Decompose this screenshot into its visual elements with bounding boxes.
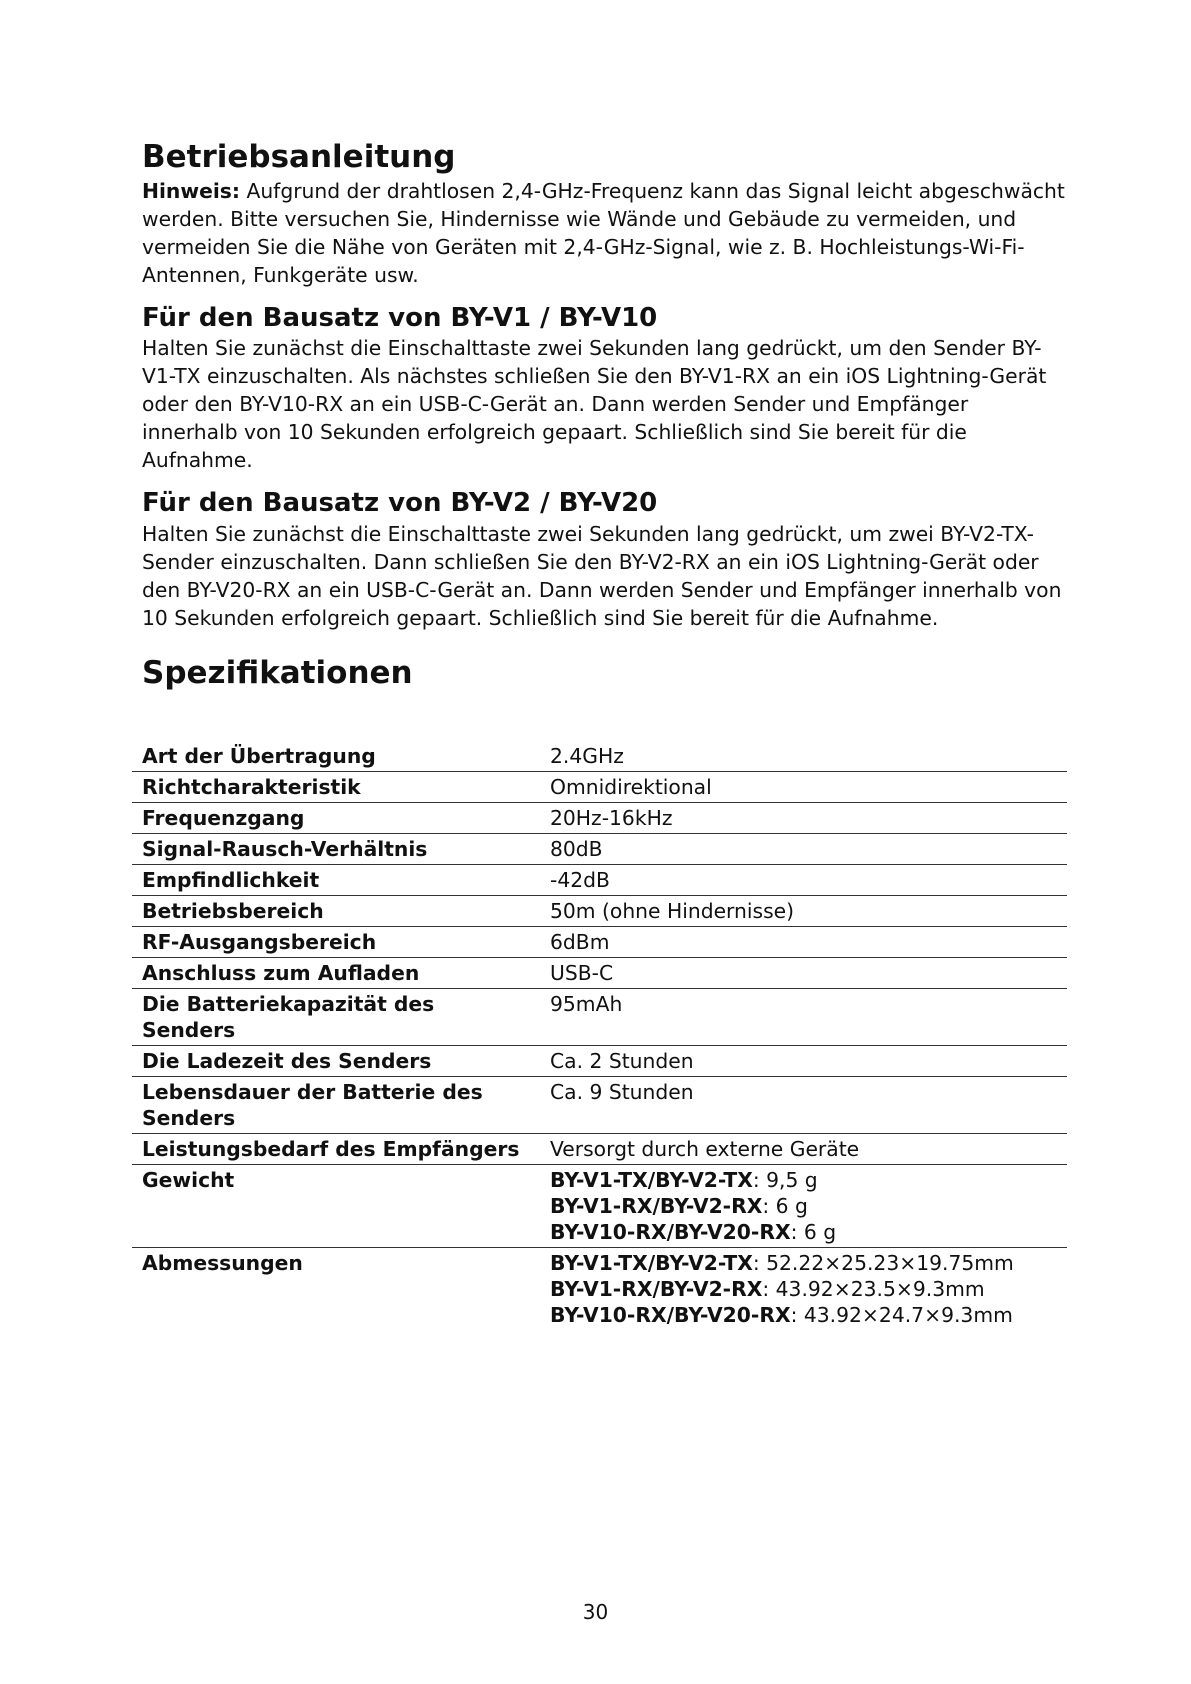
table-row [132, 771, 1067, 802]
specs-table [132, 741, 1067, 1330]
spec-value-weight [540, 1164, 1067, 1247]
spec-label: Richtcharakteristik [132, 771, 540, 802]
dimension-value: : 43.92×23.5×9.3mm [762, 1276, 985, 1301]
table-row [132, 988, 1067, 1045]
weight-value: : 6 g [762, 1193, 808, 1218]
dimension-line [550, 1276, 1057, 1302]
table-row [132, 957, 1067, 988]
spec-value: USB-C [540, 957, 1067, 988]
spec-label: Lebensdauer der Batterie des Senders [132, 1076, 540, 1133]
table-row-weight [132, 1164, 1067, 1247]
page-number: 30 [582, 1600, 609, 1624]
spec-label: Abmessungen [142, 1250, 303, 1275]
dimension-line [550, 1302, 1057, 1328]
weight-value: : 9,5 g [752, 1167, 818, 1192]
model-name: BY-V10-RX/BY-V20-RX [550, 1302, 791, 1327]
dimension-value: : 52.22×25.23×19.75mm [752, 1250, 1014, 1275]
table-row [132, 1076, 1067, 1133]
spec-value: Versorgt durch externe Geräte [540, 1133, 1067, 1164]
model-name: BY-V1-TX/BY-V2-TX [550, 1250, 753, 1275]
kit-v2-text: Halten Sie zunächst die Einschalttaste zwei Sekunden lang gedrückt, um zwei BY-V2-TX-Sender einzuschalten. Dann schließen Sie den BY-V2-RX an ein iOS Lightning-Gerät oder den BY-V20-RX an ein USB-C-Gerät an. Dann werden Sender und Empfänger innerhalb von 10 Sekunden erfolgreich gepaart. Schließlich sind Sie bereit für die Aufnahme. [142, 521, 1062, 630]
spec-label: Betriebsbereich [132, 895, 540, 926]
spec-label: Signal-Rausch-Verhältnis [132, 833, 540, 864]
spec-value: -42dB [540, 864, 1067, 895]
spec-value: 6dBm [540, 926, 1067, 957]
note-label: Hinweis: [142, 178, 240, 203]
spec-value: 95mAh [540, 988, 1067, 1045]
model-name: BY-V1-RX/BY-V2-RX [550, 1276, 763, 1301]
spec-value-dimensions [540, 1247, 1067, 1330]
weight-line [550, 1193, 1057, 1219]
kit-v1-text: Halten Sie zunächst die Einschalttaste zwei Sekunden lang gedrückt, um den Sender BY-V1-TX einzuschalten. Als nächstes schließen Sie den BY-V1-RX an ein iOS Lightning-Gerät oder den BY-V10-RX an ein USB-C-Gerät an. Dann werden Sender und Empfänger innerhalb von 10 Sekunden erfolgreich gepaart. Schließlich sind Sie bereit für die Aufnahme. [142, 336, 1047, 473]
spec-value: Ca. 9 Stunden [540, 1076, 1067, 1133]
weight-value: : 6 g [790, 1219, 837, 1244]
spec-label: Anschluss zum Aufladen [132, 957, 540, 988]
spec-value: 80dB [540, 833, 1067, 864]
manual-page [142, 138, 1067, 1330]
table-row [132, 895, 1067, 926]
spec-label: Gewicht [132, 1164, 540, 1247]
table-row [132, 741, 1067, 772]
spec-value: 2.4GHz [540, 741, 1067, 772]
specs-title: Spezifikationen [142, 654, 413, 691]
kit-v2-title: Für den Bausatz von BY-V2 / BY-V20 [142, 488, 658, 519]
operation-title: Betriebsanleitung [142, 139, 456, 175]
weight-line [550, 1219, 1057, 1245]
note-text: Aufgrund der drahtlosen 2,4-GHz-Frequenz kann das Signal leicht abgeschwächt werden. Bitte versuchen Sie, Hindernisse wie Wände und Gebäude zu vermeiden, und vermeiden Sie die Nähe von Geräten mit 2,4-GHz-Signal, wie z. B. Hochleistungs-Wi-Fi-Antennen, Funkgeräte usw. [142, 178, 1065, 287]
table-row [132, 1045, 1067, 1076]
spec-label: Empfindlichkeit [132, 864, 540, 895]
spec-label: Frequenzgang [132, 802, 540, 833]
spec-value: 20Hz-16kHz [540, 802, 1067, 833]
model-name: BY-V1-TX/BY-V2-TX [550, 1167, 753, 1192]
table-row [132, 1133, 1067, 1164]
dimension-line [550, 1250, 1057, 1276]
operation-note [142, 177, 1067, 289]
model-name: BY-V10-RX/BY-V20-RX [550, 1219, 791, 1244]
spec-label: RF-Ausgangsbereich [132, 926, 540, 957]
weight-line [550, 1167, 1057, 1193]
spec-value: Omnidirektional [540, 771, 1067, 802]
kit-v1-title: Für den Bausatz von BY-V1 / BY-V10 [142, 302, 658, 333]
table-row [132, 926, 1067, 957]
model-name: BY-V1-RX/BY-V2-RX [550, 1193, 763, 1218]
table-row [132, 864, 1067, 895]
table-row-dimensions [132, 1247, 1067, 1330]
dimension-value: : 43.92×24.7×9.3mm [790, 1302, 1013, 1327]
spec-label: Die Batteriekapazität des Senders [132, 988, 540, 1045]
spec-value: Ca. 2 Stunden [540, 1045, 1067, 1076]
spec-label: Art der Übertragung [132, 741, 540, 772]
spec-value: 50m (ohne Hindernisse) [540, 895, 1067, 926]
spec-label: Die Ladezeit des Senders [132, 1045, 540, 1076]
table-row [132, 802, 1067, 833]
spec-label: Leistungsbedarf des Empfängers [132, 1133, 540, 1164]
table-row [132, 833, 1067, 864]
